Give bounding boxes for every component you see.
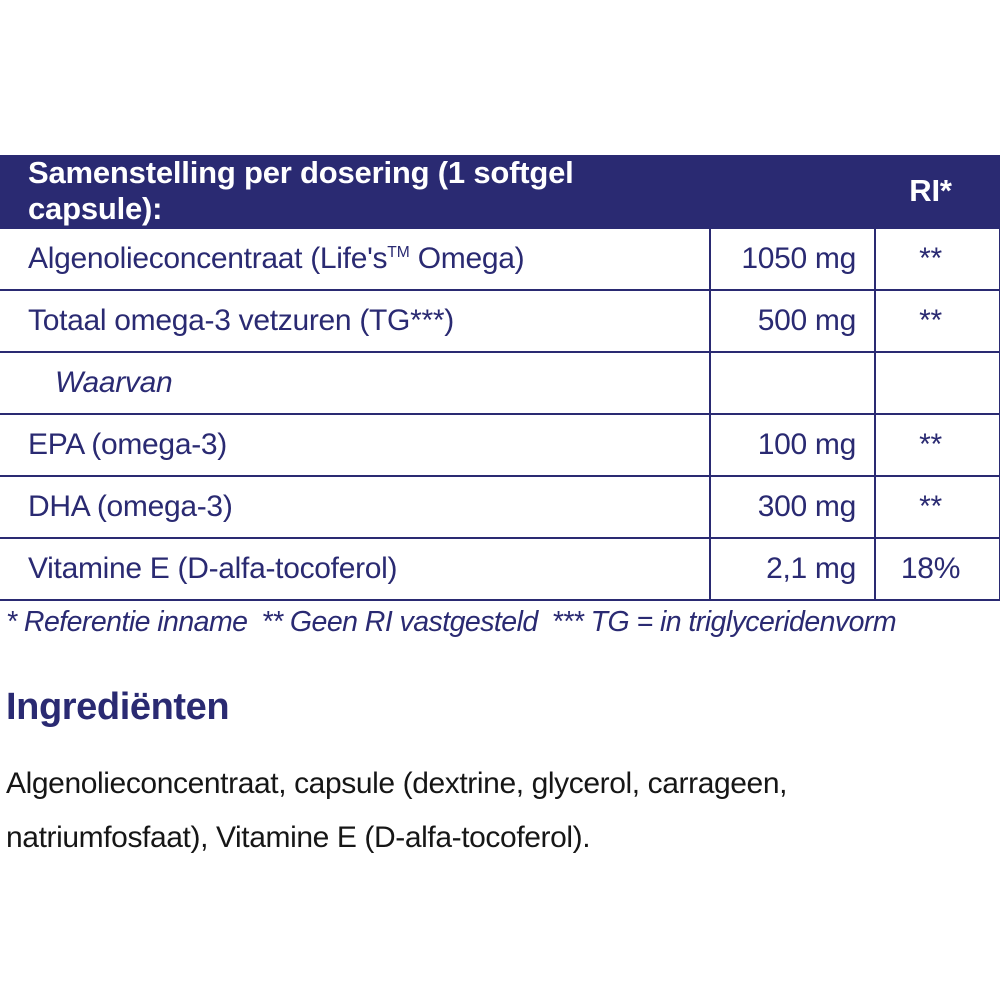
nutrient-amount: 2,1 mg — [710, 538, 875, 600]
table-row — [0, 290, 1000, 352]
table-row — [0, 414, 1000, 476]
footnote-tg-definition: *** TG = in triglyceridenvorm — [551, 606, 897, 638]
nutrient-ri — [875, 352, 1000, 414]
nutrient-ri: ** — [875, 290, 1000, 352]
nutrient-amount: 500 mg — [710, 290, 875, 352]
nutrient-ri: 18% — [875, 538, 1000, 600]
nutrition-table-body — [0, 228, 1000, 600]
table-header-row — [0, 155, 1000, 228]
nutrient-amount: 1050 mg — [710, 228, 875, 290]
nutrient-name-epa: EPA (omega-3) — [0, 414, 710, 476]
ingredients-list-text: Algenolieconcentraat, capsule (dextrine, glycerol, carrageen, natriumfosfaat), Vitamine E (D-alfa-tocoferol). — [6, 767, 788, 854]
nutrient-name-algae-oil — [0, 228, 710, 290]
header-value-column — [710, 155, 875, 228]
nutrient-amount: 300 mg — [710, 476, 875, 538]
nutrient-ri: ** — [875, 228, 1000, 290]
nutrient-ri: ** — [875, 414, 1000, 476]
header-ri-column: RI* — [875, 155, 1000, 228]
table-row — [0, 538, 1000, 600]
nutrition-table-header — [0, 155, 1000, 228]
nutrient-amount — [710, 352, 875, 414]
footnote-no-ri: ** Geen RI vastgesteld — [261, 606, 538, 638]
nutrient-name-total-omega3: Totaal omega-3 vetzuren (TG***) — [0, 290, 710, 352]
header-composition-title: Samenstelling per dosering (1 softgel capsule): — [0, 155, 710, 228]
nutrient-ri: ** — [875, 476, 1000, 538]
nutrient-amount: 100 mg — [710, 414, 875, 476]
trademark-superscript: TM — [387, 244, 410, 261]
nutrition-table — [0, 155, 1000, 601]
nutrient-name-text-cont: Omega) — [409, 242, 525, 275]
nutrient-name-text: Algenolieconcentraat (Life's — [28, 242, 388, 275]
table-row-subheading — [0, 352, 1000, 414]
table-row — [0, 476, 1000, 538]
ingredients-heading: Ingrediënten — [6, 686, 230, 728]
table-row — [0, 228, 1000, 290]
table-footnotes — [6, 606, 1000, 639]
nutrient-name-vitamin-e: Vitamine E (D-alfa-tocoferol) — [0, 538, 710, 600]
nutrient-name-dha: DHA (omega-3) — [0, 476, 710, 538]
footnote-reference-intake: * Referentie inname — [6, 606, 248, 638]
nutrient-subheading-waarvan: Waarvan — [0, 352, 710, 414]
